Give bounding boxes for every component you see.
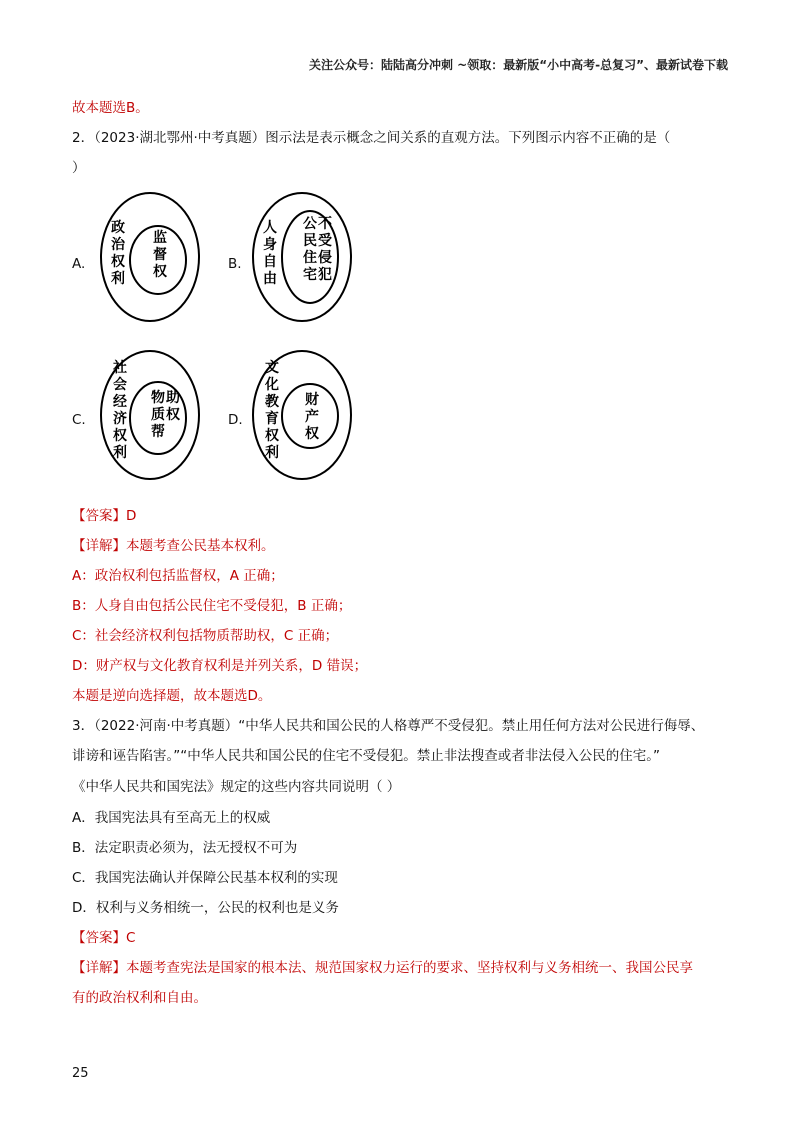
q2-explanation-a: A：政治权利包括监督权，A 正确； bbox=[72, 568, 284, 584]
diagram-char: 侵 bbox=[318, 250, 332, 266]
q2-option-d-inner-text bbox=[305, 391, 320, 442]
q2-option-b-diagram bbox=[250, 190, 355, 325]
diagram-char: 由 bbox=[263, 271, 277, 287]
diagram-char: 育 bbox=[265, 411, 279, 427]
q2-stem-line2: ） bbox=[72, 160, 86, 176]
diagram-char: 受 bbox=[318, 233, 332, 249]
q3-answer: C bbox=[126, 930, 136, 946]
diagram-char: 社 bbox=[113, 360, 127, 376]
q2-stem-line1: 2．（2023·湖北鄂州·中考真题）图示法是表示概念之间关系的直观方法。下列图示内容不正确的是（ bbox=[72, 130, 671, 146]
diagram-char: 助 bbox=[166, 390, 180, 406]
page-header: 关注公众号：陆陆高分冲刺 ~领取：最新版“小中高考-总复习”、最新试卷下载 bbox=[309, 58, 728, 72]
prev-conclusion: 故本题选B。 bbox=[72, 100, 149, 116]
q2-explanation-b: B：人身自由包括公民住宅不受侵犯，B 正确； bbox=[72, 598, 352, 614]
diagram-char: 民 bbox=[303, 233, 317, 249]
diagram-char: 利 bbox=[111, 271, 125, 287]
diagram-char: 不 bbox=[318, 216, 332, 232]
diagram-char: 身 bbox=[263, 237, 277, 253]
q2-option-a-outer-text bbox=[111, 219, 126, 287]
diagram-char: 权 bbox=[166, 407, 180, 423]
q3-detail-line2: 有的政治权利和自由。 bbox=[72, 990, 207, 1006]
q2-explanation-d: D：财产权与文化教育权利是并列关系，D 错误； bbox=[72, 658, 368, 674]
diagram-char: 会 bbox=[113, 377, 127, 393]
q2-answer-line bbox=[72, 506, 136, 526]
q3-stem-line1: 3．（2022·河南·中考真题）“中华人民共和国公民的人格尊严不受侵犯。禁止用任何方法对公民进行侮辱、 bbox=[72, 718, 705, 734]
q2-detail-tag: 【详解】 bbox=[72, 538, 126, 554]
diagram-char: 公 bbox=[303, 216, 317, 232]
q2-option-c-outer-text bbox=[112, 359, 128, 461]
diagram-char: 住 bbox=[303, 250, 317, 266]
q2-answer: D bbox=[126, 508, 137, 524]
q3-detail-text1: 本题考查宪法是国家的根本法、规范国家权力运行的要求、坚持权利与义务相统一、我国公民享 bbox=[126, 960, 693, 976]
q2-option-c-inner-text bbox=[151, 389, 181, 440]
q3-detail-line1 bbox=[72, 958, 693, 978]
diagram-char: 物 bbox=[151, 390, 165, 406]
q2-option-a-label: A. bbox=[72, 256, 86, 272]
diagram-char: 权 bbox=[305, 426, 319, 442]
diagram-char: 权 bbox=[153, 264, 167, 280]
diagram-char: 财 bbox=[305, 392, 319, 408]
diagram-char: 权 bbox=[113, 428, 127, 444]
diagram-char: 监 bbox=[153, 230, 167, 246]
diagram-char: 治 bbox=[111, 237, 125, 253]
q2-conclusion: 本题是逆向选择题，故本题选D。 bbox=[72, 688, 272, 704]
q2-option-b-label: B. bbox=[228, 256, 242, 272]
q2-option-b-inner-text bbox=[303, 216, 333, 283]
diagram-char: 教 bbox=[265, 394, 279, 410]
diagram-char: 济 bbox=[113, 411, 127, 427]
q3-detail-tag: 【详解】 bbox=[72, 960, 126, 976]
q2-option-b-outer-text bbox=[263, 220, 277, 287]
q2-detail-line bbox=[72, 536, 275, 556]
q3-option-a: A．我国宪法具有至高无上的权威 bbox=[72, 810, 271, 826]
q3-answer-line bbox=[72, 928, 135, 948]
diagram-char: 自 bbox=[263, 254, 277, 270]
diagram-char: 利 bbox=[113, 445, 127, 461]
q3-option-c: C．我国宪法确认并保障公民基本权利的实现 bbox=[72, 870, 338, 886]
diagram-char: 文 bbox=[265, 360, 279, 376]
q2-option-d-diagram bbox=[250, 348, 355, 483]
page-number: 25 bbox=[72, 1066, 89, 1081]
diagram-char: 权 bbox=[265, 428, 279, 444]
diagram-char: 帮 bbox=[151, 424, 165, 440]
diagram-char: 犯 bbox=[318, 267, 332, 283]
diagram-char: 权 bbox=[111, 254, 125, 270]
q2-explanation-c: C：社会经济权利包括物质帮助权，C 正确； bbox=[72, 628, 339, 644]
q2-option-c-label: C. bbox=[72, 412, 86, 428]
q2-option-c-diagram bbox=[98, 348, 203, 483]
q2-answer-tag: 【答案】 bbox=[72, 508, 126, 524]
q2-detail-intro: 本题考查公民基本权利。 bbox=[126, 538, 275, 554]
diagram-char: 政 bbox=[111, 220, 125, 236]
q3-option-b: B．法定职责必须为，法无授权不可为 bbox=[72, 840, 298, 856]
diagram-char: 化 bbox=[265, 377, 279, 393]
diagram-char: 经 bbox=[113, 394, 127, 410]
diagram-char: 督 bbox=[153, 247, 167, 263]
diagram-char: 利 bbox=[265, 445, 279, 461]
q2-option-d-label: D. bbox=[228, 412, 243, 428]
q3-stem-line3: 《中华人民共和国宪法》规定的这些内容共同说明（ ） bbox=[72, 779, 401, 795]
diagram-char: 人 bbox=[263, 220, 277, 236]
q3-option-d: D．权利与义务相统一，公民的权利也是义务 bbox=[72, 900, 339, 916]
diagram-char: 宅 bbox=[303, 267, 317, 283]
q2-option-d-outer-text bbox=[264, 359, 280, 461]
q2-option-a-diagram bbox=[98, 190, 203, 325]
q3-answer-tag: 【答案】 bbox=[72, 930, 126, 946]
q3-stem-line2: 诽谤和诬告陷害。”“中华人民共和国公民的住宅不受侵犯。禁止非法搜查或者非法侵入公民的住宅。” bbox=[72, 748, 660, 764]
diagram-char: 产 bbox=[305, 409, 319, 425]
diagram-char: 质 bbox=[151, 407, 165, 423]
q2-option-a-inner-text bbox=[153, 229, 168, 280]
